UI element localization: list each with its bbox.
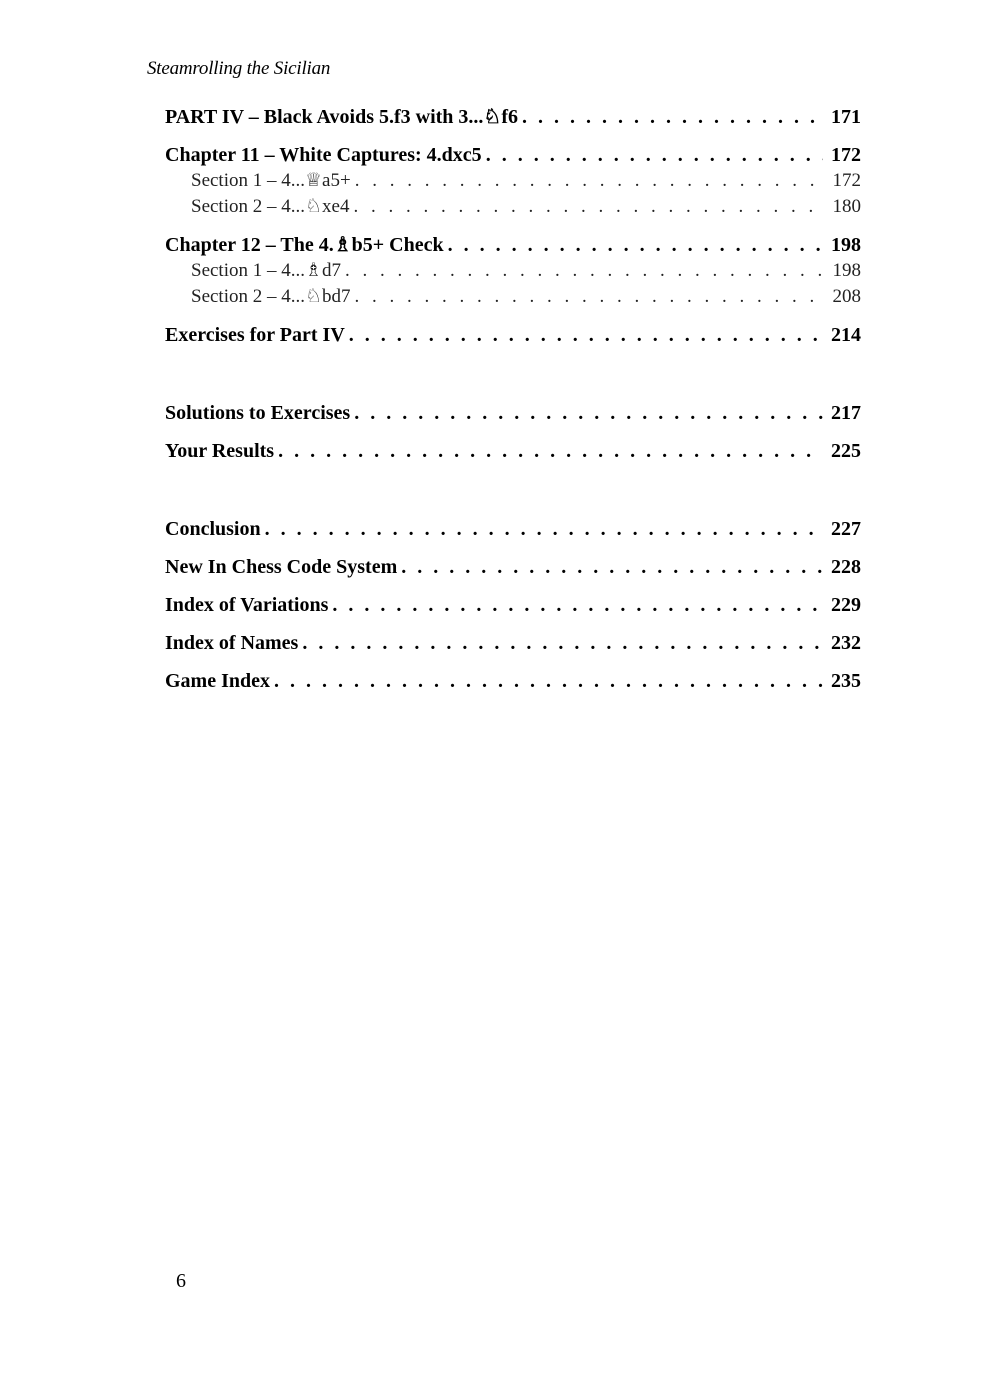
running-head: Steamrolling the Sicilian (147, 58, 331, 79)
dot-leader (345, 258, 824, 284)
toc-entry-game-index[interactable] (165, 668, 861, 694)
toc-section-label: Section 2 – 4...♘bd7 (191, 286, 351, 307)
dot-leader (522, 104, 823, 130)
toc-entry-page: 198 (831, 234, 861, 256)
toc-chapter-12 (165, 232, 861, 310)
dot-leader (265, 516, 823, 542)
toc-entry-results[interactable] (165, 438, 861, 464)
toc-entry-part-iv[interactable] (165, 104, 861, 130)
toc-section-page: 198 (832, 260, 861, 281)
toc-section-page: 208 (832, 286, 861, 307)
toc-entry-page: 235 (831, 670, 861, 692)
toc-section-label: Section 1 – 4...♕a5+ (191, 170, 351, 191)
toc-entry-index-variations[interactable] (165, 592, 861, 618)
dot-leader (332, 592, 823, 618)
toc-section-label: Section 1 – 4...♗d7 (191, 260, 342, 281)
toc-entry-label: Index of Names (165, 632, 299, 654)
toc-section-12-2[interactable] (165, 284, 861, 310)
dot-leader (354, 400, 823, 426)
dot-leader (401, 554, 823, 580)
toc-solutions (165, 400, 861, 426)
dot-leader (349, 322, 823, 348)
toc-conclusion (165, 516, 861, 542)
toc-entry-label: Exercises for Part IV (165, 324, 345, 346)
toc-entry-label: Conclusion (165, 518, 261, 540)
toc-entry-page: 217 (831, 402, 861, 424)
toc-entry-label: Your Results (165, 440, 275, 462)
toc-entry-page: 228 (831, 556, 861, 578)
table-of-contents (165, 104, 861, 706)
toc-chapter-11 (165, 142, 861, 220)
dot-leader (353, 194, 824, 220)
toc-entry-page: 171 (831, 106, 861, 128)
toc-entry-page: 232 (831, 632, 861, 654)
toc-exercises (165, 322, 861, 348)
toc-entry-chapter-11[interactable] (165, 142, 861, 168)
toc-entry-page: 227 (831, 518, 861, 540)
toc-part-iv (165, 104, 861, 130)
toc-entry-page: 229 (831, 594, 861, 616)
toc-code-system (165, 554, 861, 580)
toc-section-11-2[interactable] (165, 194, 861, 220)
toc-entry-index-names[interactable] (165, 630, 861, 656)
toc-section-page: 180 (832, 196, 861, 217)
toc-entry-label: Index of Variations (165, 594, 329, 616)
toc-entry-page: 172 (831, 144, 861, 166)
toc-entry-label: Chapter 12 – The 4.♗b5+ Check (165, 234, 444, 256)
toc-section-12-1[interactable] (165, 258, 861, 284)
toc-section-11-1[interactable] (165, 168, 861, 194)
toc-index-names (165, 630, 861, 656)
toc-game-index (165, 668, 861, 694)
toc-entry-solutions[interactable] (165, 400, 861, 426)
toc-index-variations (165, 592, 861, 618)
toc-entry-page: 225 (831, 440, 861, 462)
page-number: 6 (176, 1270, 186, 1292)
dot-leader (278, 438, 823, 464)
toc-entry-label: PART IV – Black Avoids 5.f3 with 3...♘f6 (165, 106, 519, 128)
toc-entry-label: Solutions to Exercises (165, 402, 351, 424)
toc-entry-label: Chapter 11 – White Captures: 4.dxc5 (165, 144, 482, 166)
dot-leader (302, 630, 823, 656)
dot-leader (355, 168, 825, 194)
toc-entry-label: New In Chess Code System (165, 556, 398, 578)
toc-entry-code-system[interactable] (165, 554, 861, 580)
toc-entry-page: 214 (831, 324, 861, 346)
toc-entry-chapter-12[interactable] (165, 232, 861, 258)
toc-entry-conclusion[interactable] (165, 516, 861, 542)
toc-section-page: 172 (832, 170, 861, 191)
toc-results (165, 438, 861, 464)
toc-entry-label: Game Index (165, 670, 270, 692)
dot-leader (274, 668, 823, 694)
toc-section-label: Section 2 – 4...♘xe4 (191, 196, 350, 217)
dot-leader (355, 284, 825, 310)
dot-leader (448, 232, 823, 258)
dot-leader (486, 142, 823, 168)
toc-entry-exercises[interactable] (165, 322, 861, 348)
